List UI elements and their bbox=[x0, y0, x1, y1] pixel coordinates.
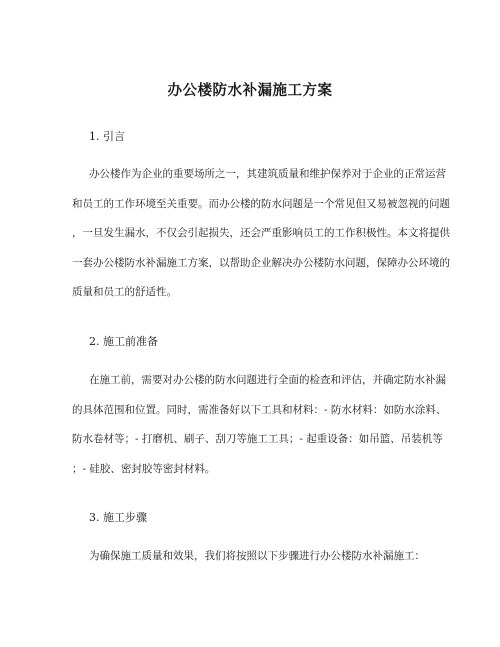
document-title: 办公楼防水补漏施工方案 bbox=[167, 82, 333, 99]
paragraph-line: 办公楼作为企业的重要场所之一，其建筑质量和维护保养对于企业的正常运营 bbox=[89, 168, 446, 180]
section-heading-steps: 3. 施工步骤 bbox=[89, 511, 147, 524]
paragraph-line: 一套办公楼防水补漏施工方案，以帮助企业解决办公楼防水问题，保障办公环境的 bbox=[72, 256, 450, 269]
section-heading-preparation: 2. 施工前准备 bbox=[89, 335, 158, 348]
paragraph-line: 防水卷材等；- 打磨机、刷子、刮刀等施工工具；- 起重设备：如吊篮、吊装机等 bbox=[72, 433, 443, 446]
section-heading-intro: 1. 引言 bbox=[89, 130, 125, 143]
paragraph-line: 在施工前，需要对办公楼的防水问题进行全面的检查和评估，并确定防水补漏 bbox=[89, 374, 446, 386]
paragraph-line: ，一旦发生漏水，不仅会引起损失，还会严重影响员工的工作积极性。本文将提供 bbox=[72, 227, 450, 240]
section-paragraph-preparation bbox=[72, 366, 447, 484]
paragraph-line: ；- 硅胶、密封胶等密封材料。 bbox=[72, 462, 216, 475]
paragraph-line: 为确保施工质量和效果，我们将按照以下步骤进行办公楼防水补漏施工： bbox=[89, 550, 425, 562]
paragraph-line: 质量和员工的舒适性。 bbox=[72, 286, 177, 299]
paragraph-line: 和员工的工作环境至关重要。而办公楼的防水问题是一个常见但又易被忽视的问题 bbox=[72, 197, 450, 210]
section-paragraph-intro bbox=[72, 160, 450, 308]
section-paragraph-steps bbox=[72, 542, 432, 572]
paragraph-line: 的具体范围和位置。同时，需准备好以下工具和材料：- 防水材料：如防水涂料、 bbox=[72, 403, 447, 416]
